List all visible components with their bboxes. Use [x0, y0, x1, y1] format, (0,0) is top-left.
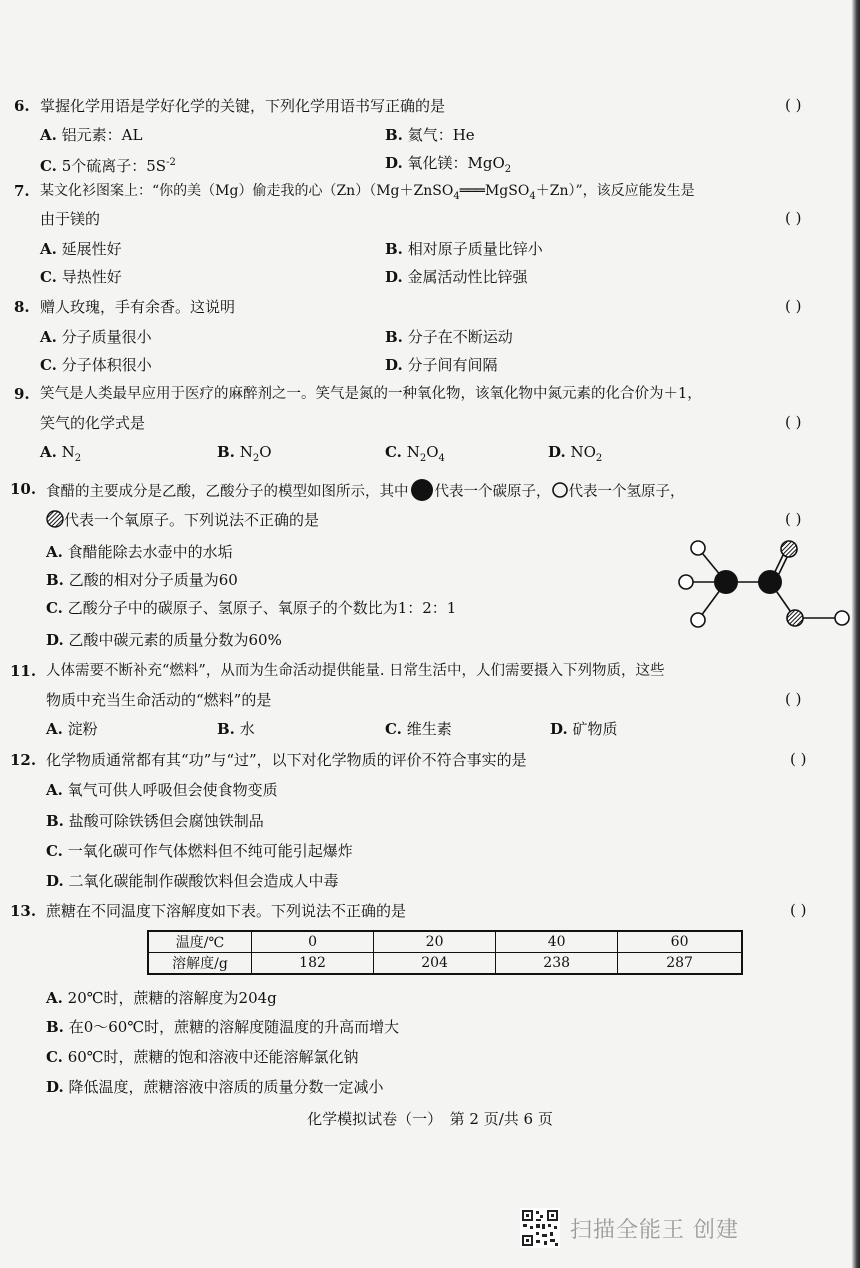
q8-option-a[interactable]: A. 分子质量很小	[40, 328, 152, 346]
q9-option-d[interactable]: D. $NO_2$	[548, 443, 603, 464]
q9-answer-bracket[interactable]: ( )	[785, 413, 802, 431]
q13-stem: 蔗糖在不同温度下溶解度如下表。下列说法不正确的是	[46, 902, 407, 920]
q8-number: 8.	[14, 298, 30, 316]
scanner-watermark	[520, 1208, 739, 1248]
q11-option-d[interactable]: D. 矿物质	[550, 720, 618, 738]
acetic-acid-molecule-model	[670, 535, 860, 635]
q7-answer-bracket[interactable]: ( )	[785, 209, 802, 227]
q9-number: 9.	[14, 385, 30, 403]
q13-number: 13.	[10, 902, 37, 920]
q8-answer-bracket[interactable]: ( )	[785, 297, 802, 315]
q13-option-c[interactable]: C. 60℃时，蔗糖的饱和溶液中还能溶解氯化钠	[46, 1048, 359, 1066]
carbon-atom-2	[758, 570, 782, 594]
hydrogen-atom-icon	[551, 481, 569, 499]
q6-stem: 掌握化学用语是学好化学的关键，下列化学用语书写正确的是	[40, 97, 446, 115]
q6-option-b[interactable]: B. 氦气：He	[385, 126, 475, 144]
q7-option-c[interactable]: C. 导热性好	[40, 268, 122, 286]
q11-option-c[interactable]: C. 维生素	[385, 720, 452, 738]
q10-option-b[interactable]: B. 乙酸的相对分子质量为60	[46, 571, 238, 589]
q9-option-a[interactable]: A. $N_2$	[40, 443, 82, 464]
qr-code-icon	[520, 1208, 560, 1248]
oxygen-atom-icon	[46, 510, 64, 528]
q10-option-c[interactable]: C. 乙酸分子中的碳原子、氢原子、氧原子的个数比为1：2：1	[46, 599, 457, 617]
table-header-cell: 溶解度/g	[148, 953, 252, 975]
watermark-text: 扫描全能王 创建	[570, 1217, 739, 1243]
q8-option-b[interactable]: B. 分子在不断运动	[385, 328, 513, 346]
q9-option-b[interactable]: B. $N_2O$	[217, 443, 272, 464]
q6-answer-bracket[interactable]: ( )	[785, 96, 802, 114]
q12-option-c[interactable]: C. 一氧化碳可作气体燃料但不纯可能引起爆炸	[46, 842, 353, 860]
q11-answer-bracket[interactable]: ( )	[785, 690, 802, 708]
q6-option-a[interactable]: A. 铝元素：AL	[40, 126, 143, 144]
table-cell: 287	[618, 953, 742, 975]
q12-option-d[interactable]: D. 二氧化碳能制作碳酸饮料但会造成人中毒	[46, 872, 339, 890]
q12-stem: 化学物质通常都有其“功”与“过”，以下对化学物质的评价不符合事实的是	[46, 751, 527, 769]
table-cell: 238	[496, 953, 618, 975]
q12-answer-bracket[interactable]: ( )	[790, 750, 807, 768]
q8-stem: 赠人玫瑰，手有余香。这说明	[40, 298, 236, 316]
hydrogen-atom-left	[679, 575, 693, 589]
q7-number: 7.	[14, 182, 30, 200]
table-row	[148, 953, 742, 975]
q12-option-a[interactable]: A. 氧气可供人呼吸但会使食物变质	[46, 781, 278, 799]
q13-option-d[interactable]: D. 降低温度，蔗糖溶液中溶质的质量分数一定减小	[46, 1078, 384, 1096]
sucrose-solubility-table	[147, 930, 743, 975]
q10-answer-bracket[interactable]: ( )	[785, 510, 802, 528]
q9-stem-line1: 笑气是人类最早应用于医疗的麻醉剂之一。笑气是氮的一种氧化物，该氧化物中氮元素的化合价为＋1，	[40, 386, 702, 402]
page-footer: 化学模拟试卷（一） 第 2 页/共 6 页	[307, 1110, 553, 1128]
q6-number: 6.	[14, 97, 30, 115]
carbon-atom-icon	[409, 479, 435, 501]
q13-answer-bracket[interactable]: ( )	[790, 901, 807, 919]
q10-option-d[interactable]: D. 乙酸中碳元素的质量分数为60%	[46, 631, 282, 649]
q11-stem-line1: 人体需要不断补充“燃料”，从而为生命活动提供能量. 日常生活中，人们需要摄入下列物质，这些	[46, 663, 665, 679]
table-cell: 20	[374, 931, 496, 953]
carbon-atom-1	[714, 570, 738, 594]
table-cell: 182	[252, 953, 374, 975]
oxygen-atom-hydroxyl	[787, 610, 803, 626]
q12-option-b[interactable]: B. 盐酸可除铁锈但会腐蚀铁制品	[46, 812, 264, 830]
q7-option-d[interactable]: D. 金属活动性比锌强	[385, 268, 528, 286]
table-cell: 60	[618, 931, 742, 953]
q9-stem-line2: 笑气的化学式是	[40, 414, 146, 432]
q9-option-c[interactable]: C. $N_2O_4$	[385, 443, 445, 464]
q13-option-b[interactable]: B. 在0～60℃时，蔗糖的溶解度随温度的升高而增大	[46, 1018, 400, 1036]
table-row	[148, 931, 742, 953]
hydrogen-atom-bottom	[691, 613, 705, 627]
q6-option-d[interactable]: D. 氧化镁：MgO$_2$	[385, 154, 512, 175]
q8-option-d[interactable]: D. 分子间有间隔	[385, 356, 498, 374]
q10-stem-line2: 代表一个氧原子。下列说法不正确的是	[46, 510, 319, 530]
q10-stem-line1: 食醋的主要成分是乙酸，乙酸分子的模型如图所示，其中 代表一个碳原子， 代表一个氢原子，	[46, 479, 685, 502]
q8-option-c[interactable]: C. 分子体积很小	[40, 356, 152, 374]
q11-option-a[interactable]: A. 淀粉	[46, 720, 98, 738]
table-cell: 40	[496, 931, 618, 953]
q7-stem-line2: 由于镁的	[40, 210, 101, 228]
q7-stem-line1: 某文化衫图案上：“你的美（Mg）偷走我的心（Zn）（Mg＋ZnSO$_4$═══MgSO$_4$＋Zn）”，该反应能发生是	[40, 183, 695, 202]
table-cell: 204	[374, 953, 496, 975]
table-cell: 0	[252, 931, 374, 953]
oxygen-atom-double-bond	[781, 541, 797, 557]
q10-number: 10.	[10, 480, 37, 498]
hydrogen-atom-hydroxyl	[835, 611, 849, 625]
hydrogen-atom-top	[691, 541, 705, 555]
q11-number: 11.	[10, 662, 37, 680]
q12-number: 12.	[10, 751, 37, 769]
q7-option-b[interactable]: B. 相对原子质量比锌小	[385, 240, 543, 258]
q10-option-a[interactable]: A. 食醋能除去水壶中的水垢	[46, 543, 233, 561]
q13-option-a[interactable]: A. 20℃时，蔗糖的溶解度为204g	[46, 989, 277, 1007]
table-header-cell: 温度/℃	[148, 931, 252, 953]
q7-option-a[interactable]: A. 延展性好	[40, 240, 122, 258]
q11-option-b[interactable]: B. 水	[217, 720, 255, 738]
q11-stem-line2: 物质中充当生命活动的“燃料”的是	[46, 691, 272, 709]
q6-option-c[interactable]: C. 5个硫离子：$5S^{-2}$	[40, 157, 176, 175]
